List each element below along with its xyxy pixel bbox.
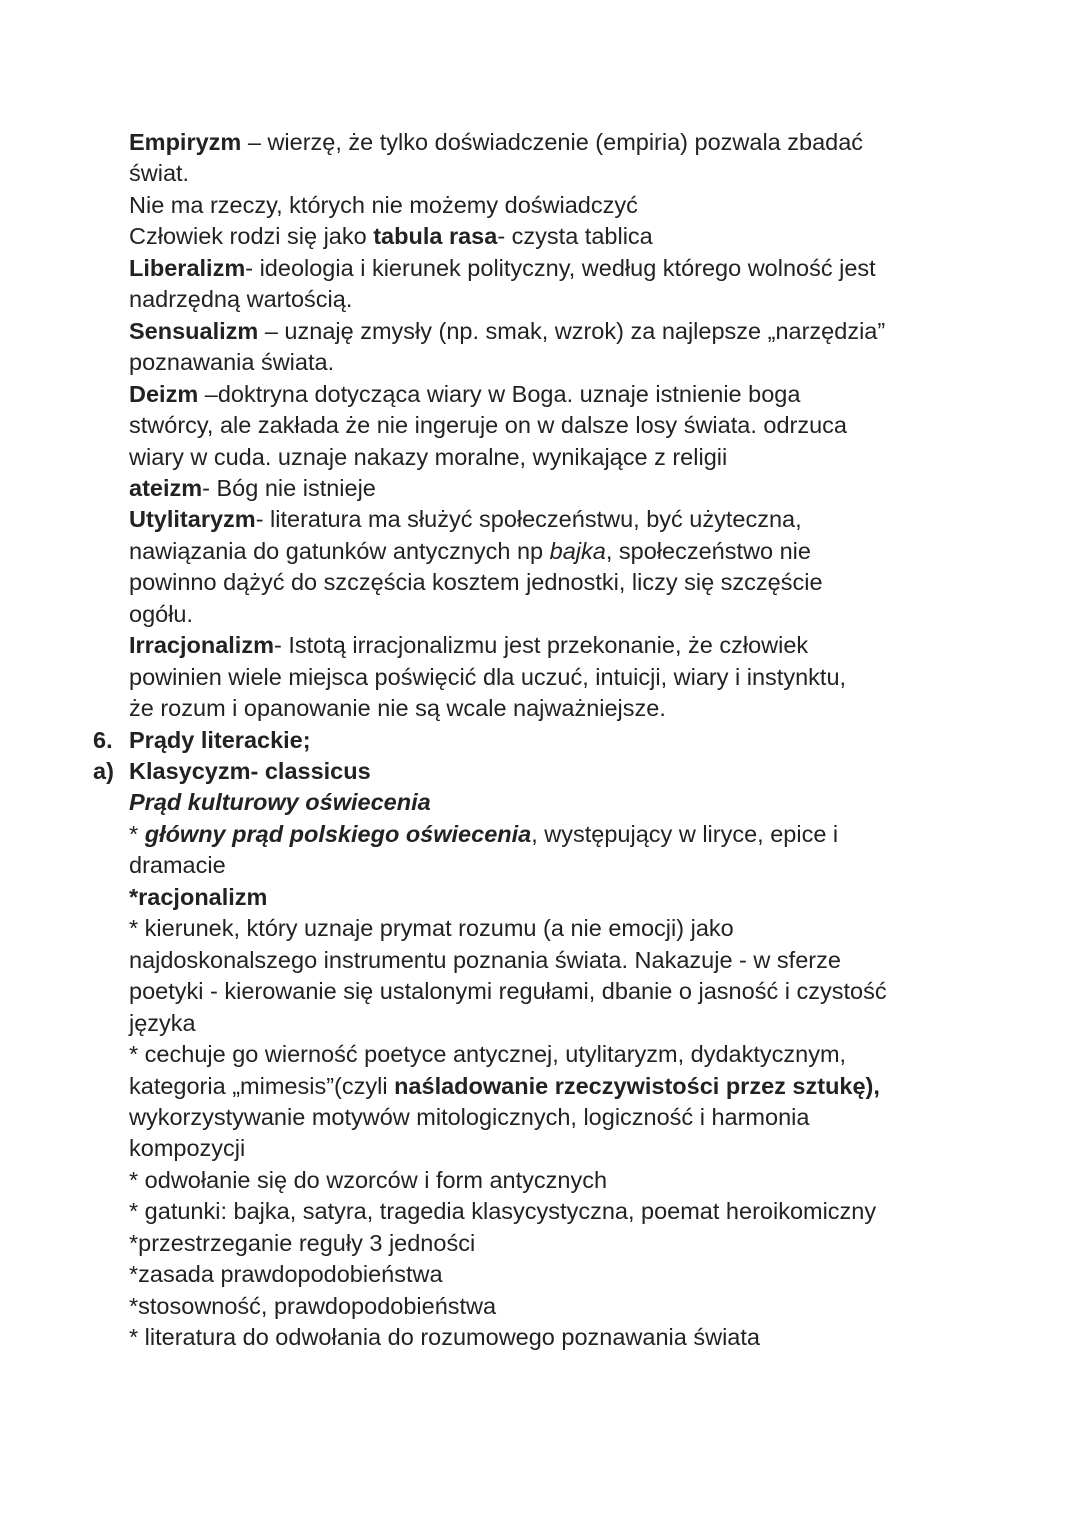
text-run: nawiązania do gatunków antycznych np — [129, 537, 550, 564]
text-run: Utylitaryzm — [129, 506, 256, 533]
text-run: * odwołanie się do wzorców i form antycznych — [129, 1166, 608, 1193]
text-line — [129, 442, 727, 473]
text-run: świat. — [129, 160, 190, 187]
text-line — [129, 567, 823, 598]
text-run: poznawania świata. — [129, 349, 335, 376]
text-run: główny prąd polskiego oświecenia — [144, 820, 532, 847]
text-line — [129, 1165, 607, 1196]
text-line — [129, 630, 808, 661]
text-line — [129, 850, 226, 881]
text-run: *racjonalizm — [129, 883, 268, 910]
text-run: Irracjonalizm — [129, 632, 274, 659]
text-run: , społeczeństwo nie — [605, 537, 811, 564]
text-line — [129, 662, 846, 693]
text-run: kompozycji — [129, 1135, 246, 1162]
text-line — [129, 127, 863, 158]
text-run: Sensualizm — [129, 317, 259, 344]
text-run: *zasada prawdopodobieństwa — [129, 1261, 443, 1288]
text-run: Liberalizm — [129, 254, 246, 281]
text-line — [129, 1259, 443, 1290]
list-marker: a) — [93, 758, 114, 784]
text-run: - Istotą irracjonalizmu jest przekonanie, że człowiek — [273, 632, 809, 659]
text-run: kategoria „mimesis”(czyli — [129, 1072, 395, 1099]
text-run: dramacie — [129, 852, 226, 879]
text-run: * literatura do odwołania do rozumowego poznawania świata — [129, 1324, 760, 1351]
text-run: Prądy literackie; — [129, 726, 311, 753]
text-run: ateizm — [129, 474, 203, 501]
text-run: poetyki - kierowanie się ustalonymi regułami, dbanie o jasność i czystość — [129, 978, 887, 1005]
text-line — [129, 253, 876, 284]
text-line — [129, 316, 885, 347]
text-run: Empiryzm — [129, 129, 242, 155]
text-run: , występujący w liryce, epice i — [531, 820, 839, 847]
text-line — [129, 1102, 809, 1133]
text-run: ogółu. — [129, 600, 194, 627]
text-line — [129, 221, 653, 252]
text-line — [129, 819, 838, 850]
text-line — [129, 1008, 196, 1039]
text-line — [129, 1291, 496, 1322]
text-line — [129, 410, 847, 441]
text-run: - literatura ma służyć społeczeństwu, być użyteczna, — [255, 506, 802, 533]
text-line — [129, 158, 189, 189]
text-line — [129, 1228, 475, 1259]
text-line — [129, 599, 193, 630]
text-run: *stosowność, prawdopodobieństwa — [129, 1292, 497, 1319]
text-run: –doktryna dotycząca wiary w Boga. uznaje istnienie boga — [198, 380, 801, 407]
text-run: powinien wiele miejsca poświęcić dla uczuć, intuicji, wiary i instynktu, — [129, 663, 847, 690]
text-run: języka — [129, 1009, 196, 1036]
text-run: Klasycyzm- classicus — [129, 758, 371, 784]
text-line — [129, 504, 802, 535]
text-run: * cechuje go wierność poetyce antycznej, utylitaryzm, dydaktycznym, — [129, 1041, 847, 1068]
text-run: * — [129, 820, 145, 847]
text-line — [129, 1133, 245, 1164]
text-run: naśladowanie rzeczywistości przez sztukę), — [394, 1072, 880, 1099]
text-line — [129, 945, 841, 976]
text-run: *przestrzeganie reguły 3 jedności — [129, 1229, 476, 1256]
text-line — [129, 1039, 846, 1070]
text-run: – wierzę, że tylko doświadczenie (empiria) pozwala zbadać — [241, 129, 864, 155]
text-run: bajka — [549, 537, 606, 564]
text-run: - ideologia i kierunek polityczny, według którego wolność jest — [245, 254, 876, 281]
text-line — [129, 725, 311, 756]
text-run: Prąd kulturowy oświecenia — [129, 789, 431, 816]
text-line — [129, 379, 800, 410]
text-run: stwórcy, ale zakłada że nie ingeruje on w dalsze losy świata. odrzuca — [129, 412, 847, 439]
text-line — [129, 913, 734, 944]
text-line — [129, 976, 887, 1007]
text-run: tabula rasa — [373, 223, 498, 250]
text-run: Deizm — [129, 380, 199, 407]
text-line — [129, 756, 371, 787]
list-marker: 6. — [93, 726, 113, 753]
text-line — [129, 190, 638, 221]
text-line — [129, 693, 666, 724]
text-run: - czysta tablica — [497, 223, 653, 250]
text-line — [129, 1196, 876, 1227]
text-line — [129, 1322, 760, 1353]
text-run: wykorzystywanie motywów mitologicznych, logiczność i harmonia — [129, 1103, 810, 1130]
text-run: Człowiek rodzi się jako — [129, 223, 374, 250]
text-run: * gatunki: bajka, satyra, tragedia klasycystyczna, poemat heroikomiczny — [129, 1198, 877, 1225]
text-run: – uznaję zmysły (np. smak, wzrok) za najlepsze „narzędzia” — [258, 317, 886, 344]
text-run: najdoskonalszego instrumentu poznania świata. Nakazuje - w sferze — [129, 946, 841, 973]
text-line — [129, 882, 267, 913]
text-run: Nie ma rzeczy, których nie możemy doświadczyć — [129, 191, 638, 218]
text-run: że rozum i opanowanie nie są wcale najważniejsze. — [129, 695, 666, 722]
text-run: - Bóg nie istnieje — [202, 474, 376, 501]
text-line — [129, 284, 352, 315]
text-line — [129, 347, 334, 378]
text-line — [129, 473, 376, 504]
text-line — [129, 787, 431, 818]
text-run: wiary w cuda. uznaje nakazy moralne, wynikające z religii — [129, 443, 728, 470]
text-run: * kierunek, który uznaje prymat rozumu (a nie emocji) jako — [129, 915, 734, 942]
text-run: nadrzędną wartością. — [129, 286, 353, 313]
text-run: powinno dążyć do szczęścia kosztem jednostki, liczy się szczęście — [129, 569, 823, 596]
text-line — [129, 1071, 880, 1102]
text-line — [129, 536, 811, 567]
